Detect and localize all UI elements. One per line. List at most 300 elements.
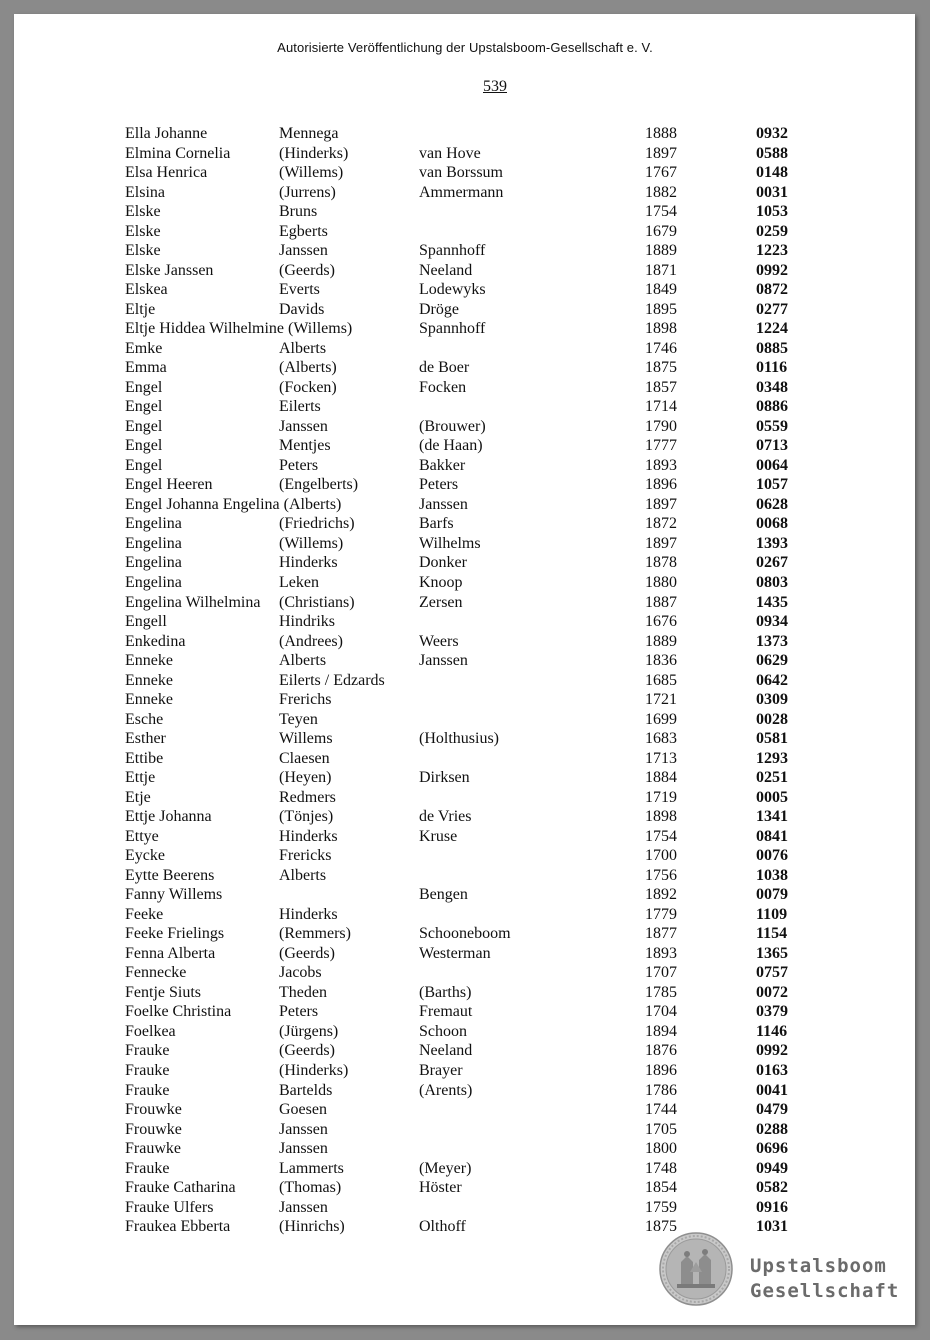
register-row xyxy=(0,924,930,943)
given-name: Engelina xyxy=(125,534,182,552)
year: 1892 xyxy=(645,886,677,904)
given-name: Etje xyxy=(125,788,151,806)
patronym: (Jurrens) xyxy=(279,183,336,201)
year: 1714 xyxy=(645,398,677,416)
reference-number: 0068 xyxy=(756,515,788,533)
register-row xyxy=(0,963,930,982)
family-name: Spannhoff xyxy=(419,320,486,338)
family-name: Dröge xyxy=(419,300,459,318)
year: 1685 xyxy=(645,671,677,689)
patronym: (Hinrichs) xyxy=(279,1218,345,1236)
given-name: Enneke xyxy=(125,691,173,709)
reference-number: 0885 xyxy=(756,339,788,357)
year: 1878 xyxy=(645,554,677,572)
reference-number: 1293 xyxy=(756,749,788,767)
register-row xyxy=(0,1002,930,1021)
year: 1705 xyxy=(645,1120,677,1138)
reference-number: 1435 xyxy=(756,593,788,611)
given-name: Emke xyxy=(125,339,163,357)
year: 1889 xyxy=(645,242,677,260)
reference-number: 0267 xyxy=(756,554,788,572)
reference-number: 0581 xyxy=(756,730,788,748)
reference-number: 0031 xyxy=(756,183,788,201)
patronym: (Friedrichs) xyxy=(279,515,355,533)
given-name: Frauke xyxy=(125,1159,170,1177)
register-row xyxy=(0,456,930,475)
family-name: Fremaut xyxy=(419,1003,473,1021)
patronym: Claesen xyxy=(279,749,330,767)
family-name: Spannhoff xyxy=(419,242,486,260)
given-name: Enkedina xyxy=(125,632,186,650)
year: 1748 xyxy=(645,1159,677,1177)
given-name: Fenna Alberta xyxy=(125,944,216,962)
register-row xyxy=(0,846,930,865)
reference-number: 0116 xyxy=(756,359,788,377)
register-row xyxy=(0,1159,930,1178)
reference-number: 0992 xyxy=(756,261,788,279)
reference-number: 0932 xyxy=(756,125,788,142)
patronym: (Remmers) xyxy=(279,925,351,943)
patronym: Teyen xyxy=(279,710,318,728)
register-row xyxy=(0,866,930,885)
given-name: Foelkea xyxy=(125,1022,176,1040)
register-row xyxy=(0,202,930,221)
year: 1721 xyxy=(645,691,677,709)
family-name: Ammermann xyxy=(419,183,504,201)
given-name: Elmina Cornelia xyxy=(125,144,231,162)
patronym: Lammerts xyxy=(279,1159,344,1177)
patronym: (Tönjes) xyxy=(279,808,334,826)
patronym: (Geerds) xyxy=(279,1042,335,1060)
year: 1876 xyxy=(645,1042,677,1060)
register-row xyxy=(0,183,930,202)
family-name: Schooneboom xyxy=(419,925,511,943)
year: 1897 xyxy=(645,144,677,162)
given-name: Frauke Ulfers xyxy=(125,1198,214,1216)
patronym: Redmers xyxy=(279,788,336,806)
year: 1894 xyxy=(645,1022,677,1040)
patronym: Janssen xyxy=(279,1120,328,1138)
year: 1896 xyxy=(645,1062,677,1079)
family-name: (de Haan) xyxy=(419,437,483,455)
register-row xyxy=(0,710,930,729)
family-name: Knoop xyxy=(419,574,463,591)
family-name: Janssen xyxy=(419,652,468,669)
family-name: Barfs xyxy=(419,515,454,533)
register-row xyxy=(0,436,930,455)
given-name: Frouwke xyxy=(125,1120,182,1138)
given-name: Engel xyxy=(125,378,163,396)
year: 1744 xyxy=(645,1101,677,1118)
reference-number: 0041 xyxy=(756,1081,788,1099)
year: 1880 xyxy=(645,574,677,591)
given-name: Fraukea Ebberta xyxy=(125,1218,231,1236)
family-name: Neeland xyxy=(419,1042,473,1060)
reference-number: 0076 xyxy=(756,847,788,865)
year: 1896 xyxy=(645,476,677,494)
patronym: Hinderks xyxy=(279,554,338,572)
year: 1898 xyxy=(645,808,677,826)
register-row xyxy=(0,690,930,709)
patronym: Mentjes xyxy=(279,437,331,455)
year: 1884 xyxy=(645,769,677,787)
reference-number: 0288 xyxy=(756,1120,788,1138)
patronym: Alberts xyxy=(279,652,327,669)
reference-number: 1146 xyxy=(756,1022,788,1040)
reference-number: 0803 xyxy=(756,574,788,591)
family-name: Janssen xyxy=(419,495,468,513)
patronym: Mennega xyxy=(279,125,339,142)
reference-number: 0379 xyxy=(756,1003,788,1021)
patronym: Hindriks xyxy=(279,613,335,630)
register-row xyxy=(0,261,930,280)
given-name: Eytte Beerens xyxy=(125,866,215,884)
given-name: Frauke xyxy=(125,1081,170,1099)
patronym: Hinderks xyxy=(279,905,338,923)
register-row xyxy=(0,514,930,533)
register-row xyxy=(0,300,930,319)
given-name: Engelina xyxy=(125,515,182,533)
reference-number: 0559 xyxy=(756,417,788,435)
publication-note: Autorisierte Veröffentlichung der Upstalsboom-Gesellschaft e. V. xyxy=(277,40,653,55)
register-row xyxy=(0,1022,930,1041)
family-name: Focken xyxy=(419,378,467,396)
given-name: Engel xyxy=(125,398,163,416)
year: 1897 xyxy=(645,534,677,552)
given-name: Esche xyxy=(125,710,164,728)
register-row xyxy=(0,573,930,592)
family-name: de Vries xyxy=(419,808,472,826)
patronym: Eilerts / Edzards xyxy=(279,671,385,689)
reference-number: 1038 xyxy=(756,866,788,884)
register-row xyxy=(0,1061,930,1080)
family-name: Höster xyxy=(419,1179,462,1197)
year: 1871 xyxy=(645,261,677,279)
given-name: Elsa Henrica xyxy=(125,164,208,181)
family-name: (Meyer) xyxy=(419,1159,472,1177)
reference-number: 0628 xyxy=(756,495,788,513)
reference-number: 0072 xyxy=(756,983,788,1001)
family-name: Wilhelms xyxy=(419,534,481,552)
society-logo-text xyxy=(750,1254,899,1304)
patronym: Bruns xyxy=(279,203,318,221)
reference-number: 0348 xyxy=(756,378,788,396)
patronym: (Andrees) xyxy=(279,632,343,650)
register-row xyxy=(0,1081,930,1100)
register-row xyxy=(0,163,930,182)
reference-number: 0028 xyxy=(756,710,788,728)
year: 1699 xyxy=(645,710,677,728)
year: 1746 xyxy=(645,339,677,357)
patronym: Goesen xyxy=(279,1101,327,1118)
family-name: Bakker xyxy=(419,456,466,474)
reference-number: 0949 xyxy=(756,1159,788,1177)
year: 1777 xyxy=(645,437,677,455)
reference-number: 1373 xyxy=(756,632,788,650)
patronym: Leken xyxy=(279,574,319,591)
given-name: Engell xyxy=(125,613,167,630)
year: 1800 xyxy=(645,1140,677,1157)
year: 1877 xyxy=(645,925,677,943)
given-name: Elske xyxy=(125,242,161,260)
given-name: Elske xyxy=(125,203,161,221)
patronym: Peters xyxy=(279,456,319,474)
year: 1857 xyxy=(645,378,677,396)
family-name: van Hove xyxy=(419,144,481,162)
reference-number: 1154 xyxy=(756,925,788,943)
reference-number: 0309 xyxy=(756,691,788,709)
given-name: Feeke Frielings xyxy=(125,925,225,943)
year: 1836 xyxy=(645,652,677,669)
register-row xyxy=(0,495,930,514)
given-name: Eltje Hiddea Wilhelmine (Willems) xyxy=(125,320,353,338)
register-row xyxy=(0,124,930,143)
patronym: Jacobs xyxy=(279,964,322,982)
register-row xyxy=(0,534,930,553)
reference-number: 0259 xyxy=(756,222,788,240)
register-row xyxy=(0,222,930,241)
given-name: Elske Janssen xyxy=(125,261,214,279)
year: 1785 xyxy=(645,983,677,1001)
register-row xyxy=(0,358,930,377)
reference-number: 0148 xyxy=(756,164,788,181)
family-name: Brayer xyxy=(419,1062,463,1079)
given-name: Feeke xyxy=(125,905,164,923)
register-row xyxy=(0,280,930,299)
given-name: Fanny Willems xyxy=(125,886,223,904)
given-name: Engelina Wilhelmina xyxy=(125,593,261,611)
register-row xyxy=(0,475,930,494)
family-name: Neeland xyxy=(419,261,473,279)
given-name: Foelke Christina xyxy=(125,1003,232,1021)
family-name: Dirksen xyxy=(419,769,470,787)
given-name: Engel xyxy=(125,456,163,474)
register-row xyxy=(0,593,930,612)
patronym: (Hinderks) xyxy=(279,144,349,162)
given-name: Enneke xyxy=(125,652,173,669)
year: 1849 xyxy=(645,281,677,299)
year: 1872 xyxy=(645,515,677,533)
register-row xyxy=(0,885,930,904)
given-name: Engelina xyxy=(125,554,182,572)
year: 1756 xyxy=(645,866,677,884)
register-row xyxy=(0,1178,930,1197)
patronym: (Thomas) xyxy=(279,1179,342,1197)
family-name: Bengen xyxy=(419,886,468,904)
reference-number: 0163 xyxy=(756,1062,788,1079)
given-name: Frauwke xyxy=(125,1140,181,1157)
patronym: Frericks xyxy=(279,847,332,865)
year: 1704 xyxy=(645,1003,677,1021)
reference-number: 0642 xyxy=(756,671,788,689)
register-row xyxy=(0,1120,930,1139)
register-row xyxy=(0,417,930,436)
patronym: Janssen xyxy=(279,1198,328,1216)
reference-number: 0841 xyxy=(756,827,788,845)
reference-number: 1393 xyxy=(756,534,788,552)
year: 1889 xyxy=(645,632,677,650)
patronym: (Christians) xyxy=(279,593,355,611)
reference-number: 0479 xyxy=(756,1101,788,1118)
reference-number: 0696 xyxy=(756,1140,788,1157)
register-row xyxy=(0,749,930,768)
register-row xyxy=(0,1041,930,1060)
patronym: (Geerds) xyxy=(279,261,335,279)
family-name: (Brouwer) xyxy=(419,417,486,435)
register-row xyxy=(0,983,930,1002)
register-row xyxy=(0,632,930,651)
given-name: Eycke xyxy=(125,847,165,865)
reference-number: 0934 xyxy=(756,613,788,630)
patronym: (Willems) xyxy=(279,164,344,181)
family-name: (Holthusius) xyxy=(419,730,499,748)
reference-number: 1365 xyxy=(756,944,788,962)
patronym: Janssen xyxy=(279,1140,328,1157)
patronym: (Jürgens) xyxy=(279,1022,339,1040)
reference-number: 0872 xyxy=(756,281,788,299)
year: 1875 xyxy=(645,1218,677,1236)
register-row xyxy=(0,378,930,397)
patronym: (Heyen) xyxy=(279,769,332,787)
given-name: Ettje Johanna xyxy=(125,808,212,826)
page-number: 539 xyxy=(483,78,507,95)
patronym: Alberts xyxy=(279,866,327,884)
family-name: de Boer xyxy=(419,359,470,377)
year: 1719 xyxy=(645,788,677,806)
year: 1707 xyxy=(645,964,677,982)
year: 1767 xyxy=(645,164,677,181)
year: 1875 xyxy=(645,359,677,377)
given-name: Esther xyxy=(125,730,166,748)
year: 1779 xyxy=(645,905,677,923)
register-row xyxy=(0,1198,930,1217)
family-name: Olthoff xyxy=(419,1218,466,1236)
patronym: (Alberts) xyxy=(279,359,337,377)
year: 1854 xyxy=(645,1179,677,1197)
society-name-line1: Upstalsboom xyxy=(750,1255,887,1277)
year: 1759 xyxy=(645,1198,677,1216)
patronym: Eilerts xyxy=(279,398,321,416)
given-name: Frauke xyxy=(125,1042,170,1060)
reference-number: 1341 xyxy=(756,808,788,826)
patronym: Egberts xyxy=(279,222,328,240)
given-name: Elsina xyxy=(125,183,165,201)
given-name: Ettye xyxy=(125,827,159,845)
given-name: Frauke Catharina xyxy=(125,1179,236,1197)
patronym: Janssen xyxy=(279,242,328,260)
family-name: Peters xyxy=(419,476,459,494)
family-name: van Borssum xyxy=(419,164,503,181)
patronym: Everts xyxy=(279,281,320,299)
year: 1893 xyxy=(645,944,677,962)
reference-number: 0251 xyxy=(756,769,788,787)
reference-number: 1109 xyxy=(756,905,788,923)
reference-number: 1057 xyxy=(756,476,788,494)
register-row xyxy=(0,1100,930,1119)
year: 1888 xyxy=(645,125,677,142)
family-name: Schoon xyxy=(419,1022,467,1040)
given-name: Frouwke xyxy=(125,1101,182,1118)
register-row xyxy=(0,612,930,631)
year: 1676 xyxy=(645,613,677,630)
register-row xyxy=(0,827,930,846)
family-name: Lodewyks xyxy=(419,281,486,299)
family-name: Donker xyxy=(419,554,467,572)
family-name: (Arents) xyxy=(419,1081,473,1099)
reference-number: 0886 xyxy=(756,398,788,416)
given-name: Engel Johanna Engelina (Alberts) xyxy=(125,495,342,513)
patronym: Davids xyxy=(279,300,325,318)
reference-number: 0582 xyxy=(756,1179,788,1197)
year: 1683 xyxy=(645,730,677,748)
reference-number: 1031 xyxy=(756,1218,788,1236)
patronym: Peters xyxy=(279,1003,319,1021)
reference-number: 1053 xyxy=(756,203,788,221)
register-row xyxy=(0,729,930,748)
reference-number: 0992 xyxy=(756,1042,788,1060)
reference-number: 0005 xyxy=(756,788,788,806)
family-name: Kruse xyxy=(419,827,458,845)
register-row xyxy=(0,319,930,338)
register-row xyxy=(0,1139,930,1158)
register-row xyxy=(0,905,930,924)
reference-number: 0713 xyxy=(756,437,788,455)
family-name: (Barths) xyxy=(419,983,472,1001)
reference-number: 1224 xyxy=(756,320,788,338)
society-name-line2: Gesellschaft xyxy=(750,1280,900,1302)
register-row xyxy=(0,339,930,358)
family-name: Weers xyxy=(419,632,459,650)
year: 1882 xyxy=(645,183,677,201)
patronym: (Engelberts) xyxy=(279,476,359,494)
year: 1754 xyxy=(645,827,677,845)
register-row xyxy=(0,768,930,787)
register-row xyxy=(0,241,930,260)
year: 1786 xyxy=(645,1081,677,1099)
year: 1898 xyxy=(645,320,677,338)
year: 1700 xyxy=(645,847,677,865)
patronym: Janssen xyxy=(279,417,328,435)
given-name: Ettibe xyxy=(125,749,164,767)
register-row xyxy=(0,807,930,826)
given-name: Frauke xyxy=(125,1062,170,1079)
given-name: Eltje xyxy=(125,300,156,318)
year: 1895 xyxy=(645,300,677,318)
register-row xyxy=(0,788,930,807)
reference-number: 0079 xyxy=(756,886,788,904)
given-name: Engel Heeren xyxy=(125,476,213,494)
given-name: Fentje Siuts xyxy=(125,983,202,1001)
year: 1887 xyxy=(645,593,677,611)
register-row xyxy=(0,671,930,690)
year: 1679 xyxy=(645,222,677,240)
reference-number: 0916 xyxy=(756,1198,788,1216)
given-name: Elskea xyxy=(125,281,168,299)
reference-number: 0629 xyxy=(756,652,788,669)
given-name: Engel xyxy=(125,417,163,435)
reference-number: 1223 xyxy=(756,242,788,260)
patronym: Frerichs xyxy=(279,691,332,709)
patronym: (Hinderks) xyxy=(279,1062,349,1079)
given-name: Elske xyxy=(125,222,161,240)
patronym: Willems xyxy=(279,730,333,748)
patronym: (Focken) xyxy=(279,378,337,396)
given-name: Engelina xyxy=(125,574,182,591)
family-name: Westerman xyxy=(419,944,491,962)
register-row xyxy=(0,553,930,572)
year: 1893 xyxy=(645,456,677,474)
reference-number: 0757 xyxy=(756,964,788,982)
